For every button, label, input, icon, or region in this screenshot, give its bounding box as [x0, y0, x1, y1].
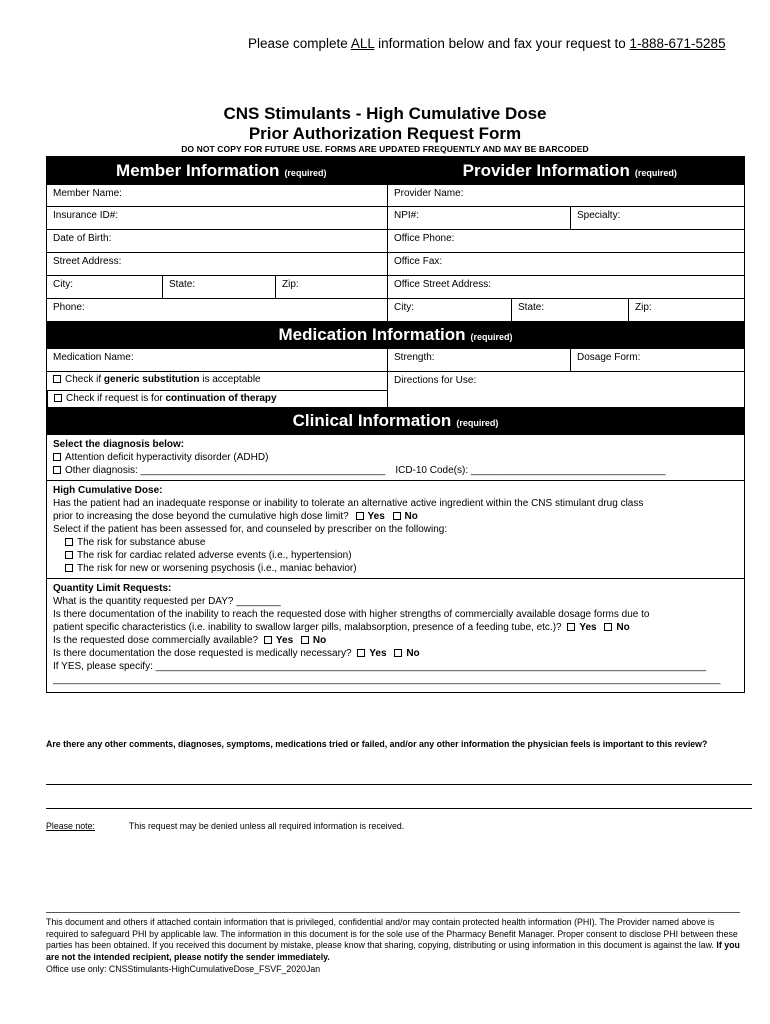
dob-field[interactable]: Date of Birth: — [53, 233, 112, 244]
diagnosis-block — [47, 435, 744, 480]
adhd-option: Attention deficit hyperactivity disorder (ADHD) — [65, 452, 269, 463]
comments-prompt: Are there any other comments, diagnoses, symptoms, medications tried or failed, and/or any other information the physician feels is important to this review? — [46, 739, 708, 749]
quantity-limit-label: Quantity Limit Requests: — [53, 583, 172, 594]
row-phone — [47, 298, 744, 321]
row-dob — [47, 229, 744, 252]
member-info-heading: Member Information (required) — [116, 160, 327, 180]
ql-question-2: Is there documentation of the inability to reach the requested dose with higher strengths of commercially available dosage forms due to — [53, 609, 650, 620]
strength-field[interactable]: Strength: — [387, 349, 570, 371]
provider-zip-field[interactable]: Zip: — [628, 299, 744, 321]
ql2-no-checkbox[interactable] — [604, 623, 612, 631]
ql-specify-field-line-2[interactable]: ________________________________________________________________________________________________________________________ — [53, 674, 721, 685]
clinical-info-heading: Clinical Information (required) — [47, 407, 744, 434]
dosage-form-field[interactable]: Dosage Form: — [570, 349, 744, 371]
specialty-field[interactable]: Specialty: — [570, 207, 744, 229]
member-phone-field[interactable]: Phone: — [53, 302, 85, 313]
comments-line-2[interactable] — [46, 808, 752, 809]
ql-specify-field[interactable]: If YES, please specify: ___________________________________________________________________________________________________ — [53, 661, 707, 672]
high-dose-block: High Cumulative Dose: Has the patient had an inadequate response or inability to tolerate an alternative active ingredient within the CNS stimulant drug class prior to increasing the dose beyond the cumulative high dose limit? Yes No Select if the patient has been assessed for, and counseled by prescriber on the following: The risk for substance abuse The risk for cardiac related adverse events (i.e., hypertension) The risk for new or worsening psychosis (i.e., maniac behavior) — [47, 481, 744, 578]
hcd-yes-checkbox[interactable] — [356, 512, 364, 520]
provider-info-heading: Provider Information (required) — [462, 160, 677, 180]
provider-name-field[interactable]: Provider Name: — [387, 185, 744, 206]
generic-option: Check if generic substitution is acceptable — [47, 372, 387, 390]
generic-options — [47, 372, 387, 407]
row-medication — [47, 348, 744, 371]
fax-all-emphasis: ALL — [350, 36, 375, 51]
ql3-yes-checkbox[interactable] — [264, 636, 272, 644]
ql2-yes-checkbox[interactable] — [567, 623, 575, 631]
hcd-no-checkbox[interactable] — [393, 512, 401, 520]
adhd-checkbox[interactable] — [53, 453, 61, 461]
fax-prefix: Please complete — [248, 36, 351, 51]
title-line-2: Prior Authorization Request Form — [248, 124, 522, 143]
ql-question-3: Is the requested dose commercially available? — [53, 635, 259, 646]
insurance-id-field[interactable]: Insurance ID#: — [53, 210, 119, 221]
directions-field[interactable]: Directions for Use: — [387, 372, 744, 407]
title-line-1: CNS Stimulants - High Cumulative Dose — [223, 104, 547, 123]
risk-cardiac-checkbox[interactable] — [65, 551, 73, 559]
fax-instruction — [248, 36, 726, 51]
medication-name-field[interactable]: Medication Name: — [53, 352, 134, 363]
ql4-no-checkbox[interactable] — [394, 649, 402, 657]
confidentiality-footer — [46, 917, 746, 963]
office-street-field[interactable]: Office Street Address: — [387, 276, 744, 298]
ql-question-4: Is there documentation the dose requested is medically necessary? — [53, 648, 352, 659]
fax-middle: information below and fax your request to — [374, 36, 630, 51]
row-generic — [47, 371, 744, 407]
member-state-field[interactable]: State: — [162, 276, 275, 298]
footer-text: This document and others if attached contain information that is privileged, confidential and/or may contain protected health information (PHI). The Provider named above is required to safeguard PHI by applicable law. The information in this document is for the sole use of the Pharmacy Benefit Manager. Proper consent to disclose PHI between these parties has been obtained. If you received this document by mistake, please know that sharing, copying, distributing or using information in this document is against the law. — [46, 917, 738, 950]
high-dose-label: High Cumulative Dose: — [53, 485, 163, 496]
risk-substance-checkbox[interactable] — [65, 538, 73, 546]
row-city — [47, 275, 744, 298]
office-fax-field[interactable]: Office Fax: — [387, 253, 744, 275]
please-note — [46, 821, 404, 831]
ql4-yes-checkbox[interactable] — [357, 649, 365, 657]
member-zip-field[interactable]: Zip: — [275, 276, 387, 298]
risk-psychosis-label: The risk for new or worsening psychosis (i.e., maniac behavior) — [77, 563, 357, 574]
form-table — [46, 156, 745, 693]
risk-substance-label: The risk for substance abuse — [77, 537, 206, 548]
office-phone-field[interactable]: Office Phone: — [387, 230, 744, 252]
quantity-limit-section — [47, 578, 744, 692]
risk-psychosis-checkbox[interactable] — [65, 564, 73, 572]
ql3-no-checkbox[interactable] — [301, 636, 309, 644]
please-note-label: Please note: — [46, 821, 95, 831]
high-dose-section — [47, 480, 744, 578]
footer-bold-text: If you are not the intended recipient, please notify the sender immediately. — [46, 940, 740, 962]
form-title — [0, 104, 770, 144]
continuation-option: Check if request is for continuation of therapy — [47, 390, 387, 408]
diagnosis-section — [47, 434, 744, 480]
hcd-question-1-cont: prior to increasing the dose beyond the cumulative high dose limit? — [53, 511, 349, 522]
diagnosis-label: Select the diagnosis below: — [53, 439, 185, 450]
ql-quantity-per-day-field[interactable]: What is the quantity requested per DAY? ________ — [53, 596, 281, 607]
hcd-question-1: Has the patient had an inadequate response or inability to tolerate an alternative active ingredient within the CNS stimulant drug class — [53, 498, 644, 509]
member-provider-header — [47, 157, 744, 184]
continuation-checkbox[interactable] — [54, 394, 62, 402]
icd10-field[interactable]: ICD-10 Code(s): ___________________________________ — [395, 465, 666, 476]
copy-notice: DO NOT COPY FOR FUTURE USE. FORMS ARE UPDATED FREQUENTLY AND MAY BE BARCODED — [181, 144, 589, 154]
generic-checkbox[interactable] — [53, 375, 61, 383]
hcd-question-2: Select if the patient has been assessed for, and counseled by prescriber on the following: — [53, 524, 448, 535]
office-use-label: Office use only: CNSStimulants-HighCumulativeDose_FSVF_2020Jan — [46, 964, 321, 974]
risk-cardiac-label: The risk for cardiac related adverse events (i.e., hypertension) — [77, 550, 352, 561]
other-diagnosis-checkbox[interactable] — [53, 466, 61, 474]
row-names — [47, 184, 744, 206]
street-address-field[interactable]: Street Address: — [53, 256, 122, 267]
fax-number: 1-888-671-5285 — [629, 36, 726, 51]
quantity-limit-block: Quantity Limit Requests: What is the quantity requested per DAY? ________ Is there documentation of the inability to reach the requested dose with higher strengths of commercially available dosage forms due to patient specific characteristics (i.e. inability to swallow larger pills, malabsorption, presence of a feeding tube, etc.)? Yes No Is the requested dose commercially available? Yes No Is there documentation the dose requested is medically necessary? Yes No If YES, please specify: ___________________________________________________________________________________________________ ________________________________________________________________________________________________________________________ — [47, 579, 744, 692]
member-name-field[interactable]: Member Name: — [53, 188, 122, 199]
provider-state-field[interactable]: State: — [511, 299, 628, 321]
member-city-field[interactable]: City: — [53, 279, 73, 290]
medication-info-heading: Medication Information (required) — [47, 321, 744, 348]
footer-divider — [46, 912, 740, 913]
npi-field[interactable]: NPI#: — [387, 207, 570, 229]
comments-line-1[interactable] — [46, 784, 752, 785]
ql-question-2-cont: patient specific characteristics (i.e. inability to swallow larger pills, malabsorption, presence of a feeding tube, etc.)? — [53, 622, 562, 633]
other-diagnosis-field[interactable]: Other diagnosis: ____________________________________________ — [65, 465, 386, 476]
row-street — [47, 252, 744, 275]
row-ids — [47, 206, 744, 229]
provider-city-field[interactable]: City: — [387, 299, 511, 321]
please-note-text: This request may be denied unless all required information is received. — [128, 821, 405, 831]
